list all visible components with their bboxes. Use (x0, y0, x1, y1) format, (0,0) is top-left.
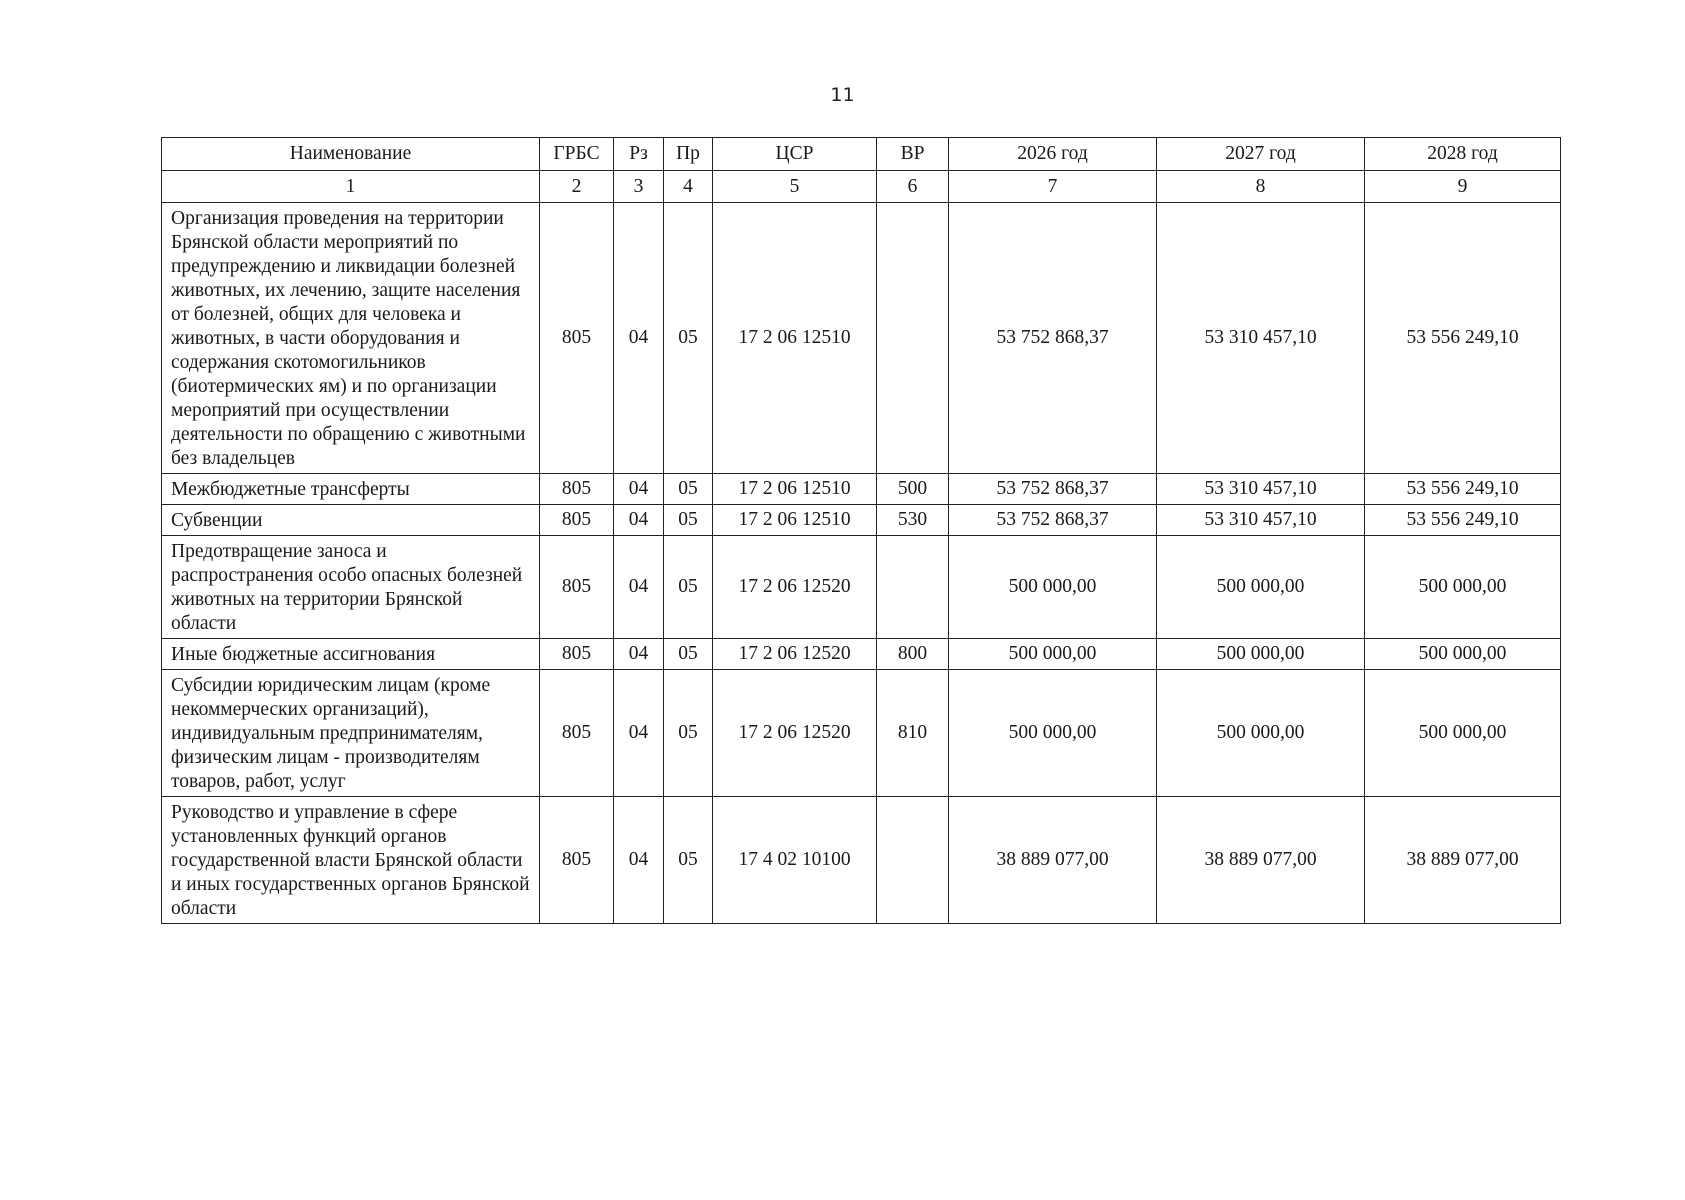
row-2026: 500 000,00 (949, 639, 1157, 670)
header-2026: 2026 год (949, 138, 1157, 171)
table-row (162, 670, 1561, 797)
row-2026: 53 752 868,37 (949, 505, 1157, 536)
row-2028: 53 556 249,10 (1365, 203, 1561, 474)
row-2027: 53 310 457,10 (1157, 474, 1365, 505)
column-number: 6 (877, 171, 949, 203)
row-csr: 17 2 06 12510 (713, 505, 877, 536)
row-rz: 04 (614, 670, 664, 797)
row-2026: 38 889 077,00 (949, 797, 1157, 924)
row-pr: 05 (664, 670, 713, 797)
row-2027: 500 000,00 (1157, 639, 1365, 670)
row-name: Организация проведения на территории Брянской области мероприятий по предупреждению и ликвидации болезней животных, их лечению, защите населения от болезней, общих для человека и животных, в части оборудования и содержания скотомогильников (биотермических ям) и по организации мероприятий при осуществлении деятельности по обращению с животными без владельцев (162, 203, 540, 474)
column-number: 2 (540, 171, 614, 203)
row-grbs: 805 (540, 505, 614, 536)
row-pr: 05 (664, 536, 713, 639)
row-name: Иные бюджетные ассигнования (162, 639, 540, 670)
row-csr: 17 2 06 12520 (713, 536, 877, 639)
row-2026: 53 752 868,37 (949, 474, 1157, 505)
header-2028: 2028 год (1365, 138, 1561, 171)
row-rz: 04 (614, 505, 664, 536)
row-2027: 53 310 457,10 (1157, 203, 1365, 474)
row-pr: 05 (664, 474, 713, 505)
header-2027: 2027 год (1157, 138, 1365, 171)
row-2028: 53 556 249,10 (1365, 505, 1561, 536)
column-number: 5 (713, 171, 877, 203)
row-2028: 500 000,00 (1365, 536, 1561, 639)
row-name: Субсидии юридическим лицам (кроме некоммерческих организаций), индивидуальным предпринимателям, физическим лицам - производителям товаров, работ, услуг (162, 670, 540, 797)
table-row (162, 797, 1561, 924)
row-grbs: 805 (540, 670, 614, 797)
row-2028: 500 000,00 (1365, 670, 1561, 797)
row-vr (877, 797, 949, 924)
row-name: Субвенции (162, 505, 540, 536)
row-csr: 17 2 06 12520 (713, 639, 877, 670)
row-pr: 05 (664, 797, 713, 924)
column-number-row (162, 171, 1561, 203)
row-name: Руководство и управление в сфере установленных функций органов государственной власти Брянской области и иных государственных органов Брянской области (162, 797, 540, 924)
row-csr: 17 2 06 12510 (713, 474, 877, 505)
row-csr: 17 2 06 12510 (713, 203, 877, 474)
row-pr: 05 (664, 639, 713, 670)
row-grbs: 805 (540, 536, 614, 639)
column-number: 4 (664, 171, 713, 203)
column-number: 9 (1365, 171, 1561, 203)
row-rz: 04 (614, 639, 664, 670)
row-vr (877, 203, 949, 474)
row-2028: 38 889 077,00 (1365, 797, 1561, 924)
row-vr: 530 (877, 505, 949, 536)
column-number: 1 (162, 171, 540, 203)
row-2027: 53 310 457,10 (1157, 505, 1365, 536)
column-number: 7 (949, 171, 1157, 203)
table-row (162, 474, 1561, 505)
table-row (162, 203, 1561, 474)
row-name: Межбюджетные трансферты (162, 474, 540, 505)
header-grbs: ГРБС (540, 138, 614, 171)
row-2028: 500 000,00 (1365, 639, 1561, 670)
header-pr: Пр (664, 138, 713, 171)
page-number: 11 (830, 84, 855, 106)
header-vr: ВР (877, 138, 949, 171)
column-number: 8 (1157, 171, 1365, 203)
row-2026: 500 000,00 (949, 670, 1157, 797)
row-2027: 38 889 077,00 (1157, 797, 1365, 924)
row-2027: 500 000,00 (1157, 536, 1365, 639)
row-csr: 17 4 02 10100 (713, 797, 877, 924)
header-name: Наименование (162, 138, 540, 171)
row-rz: 04 (614, 474, 664, 505)
row-grbs: 805 (540, 639, 614, 670)
row-vr: 810 (877, 670, 949, 797)
row-grbs: 805 (540, 474, 614, 505)
row-rz: 04 (614, 203, 664, 474)
row-2028: 53 556 249,10 (1365, 474, 1561, 505)
row-csr: 17 2 06 12520 (713, 670, 877, 797)
column-number: 3 (614, 171, 664, 203)
row-vr (877, 536, 949, 639)
row-pr: 05 (664, 505, 713, 536)
row-rz: 04 (614, 797, 664, 924)
row-grbs: 805 (540, 797, 614, 924)
header-csr: ЦСР (713, 138, 877, 171)
table-row (162, 639, 1561, 670)
header-row (162, 138, 1561, 171)
row-2026: 500 000,00 (949, 536, 1157, 639)
row-vr: 800 (877, 639, 949, 670)
header-rz: Рз (614, 138, 664, 171)
row-vr: 500 (877, 474, 949, 505)
row-2027: 500 000,00 (1157, 670, 1365, 797)
row-grbs: 805 (540, 203, 614, 474)
row-rz: 04 (614, 536, 664, 639)
table-row (162, 536, 1561, 639)
budget-table (161, 137, 1561, 924)
row-2026: 53 752 868,37 (949, 203, 1157, 474)
row-name: Предотвращение заноса и распространения особо опасных болезней животных на территории Брянской области (162, 536, 540, 639)
row-pr: 05 (664, 203, 713, 474)
table-row (162, 505, 1561, 536)
